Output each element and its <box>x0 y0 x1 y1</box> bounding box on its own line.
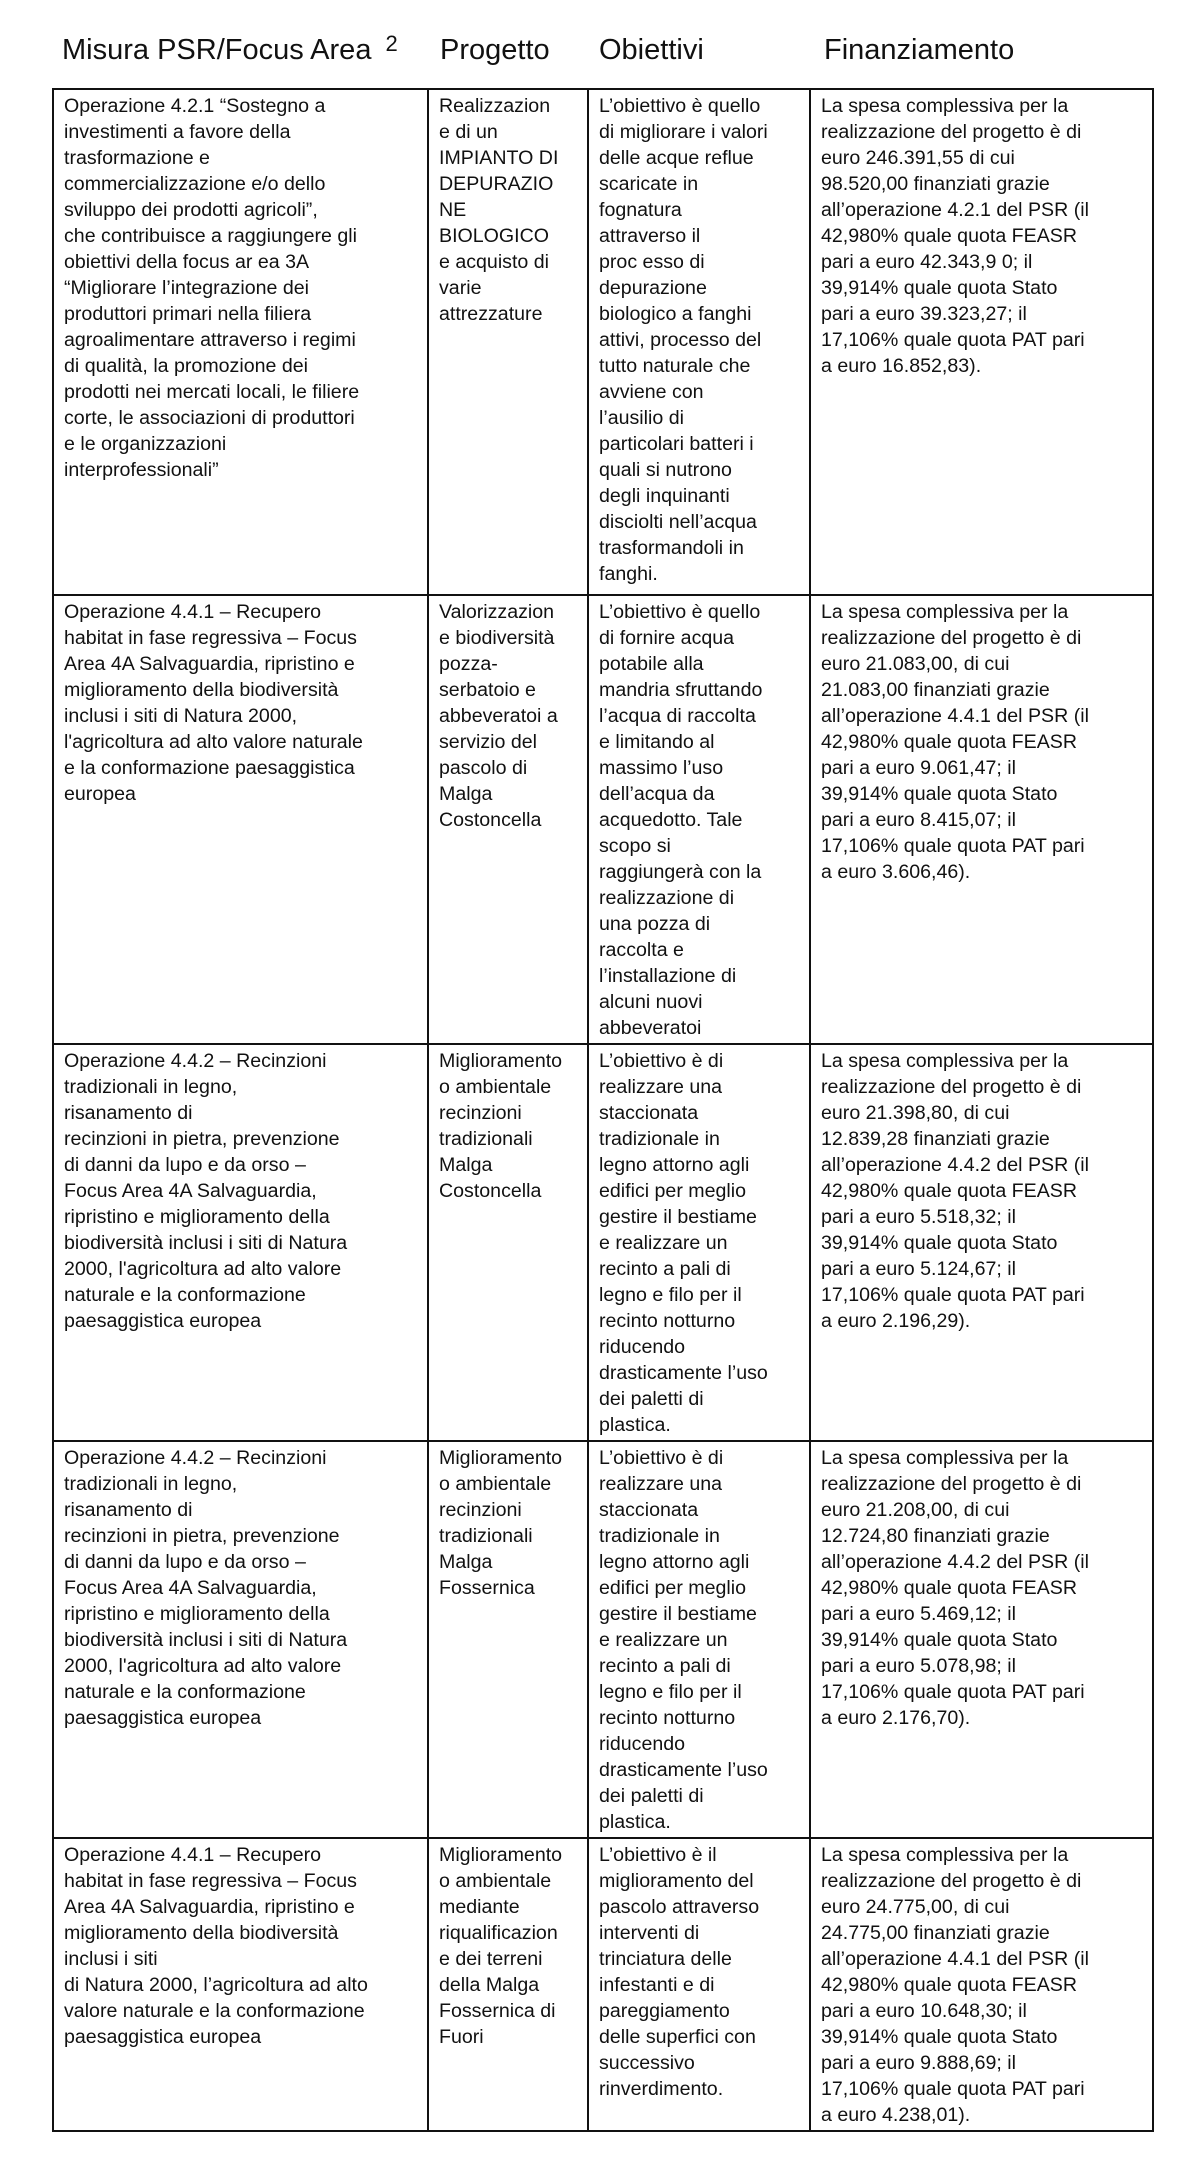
cell-misura-text: Operazione 4.2.1 “Sostegno a investimenti a favore della trasformazione e commercializzazione e/o dello sviluppo dei prodotti agricoli”, che contribuisce a raggiungere gli obiettivi della focus ar ea 3A “Migliorare l’integrazione dei produttori primari nella filiera agroalimentare attraverso i regimi di qualità, la promozione dei prodotti nei mercati locali, le filiere corte, le associazioni di produttori e le organizzazioni interprofessionali” <box>64 95 360 481</box>
table-row <box>53 1044 1153 1441</box>
cell-misura <box>53 1838 428 2131</box>
cell-finanziamento-text: La spesa complessiva per la realizzazione del progetto è di euro 246.391,55 di cui 98.520,00 finanziati grazie all’operazione 4.2.1 del PSR (il 42,980% quale quota FEASR pari a euro 42.343,9 0; il 39,914% quale quota Stato pari a euro 39.323,27; il 17,106% quale quota PAT pari a euro 16.852,83). <box>821 95 1089 377</box>
header-progetto: Progetto <box>440 34 550 66</box>
cell-finanziamento <box>810 1838 1153 2131</box>
cell-obiettivi-text: L’obiettivo è di realizzare una staccionata tradizionale in legno attorno agli edifici per meglio gestire il bestiame e realizzare un recinto a pali di legno e filo per il recinto notturno riducendo drasticamente l’uso dei paletti di plastica. <box>599 1050 768 1436</box>
cell-misura-text: Operazione 4.4.1 – Recupero habitat in fase regressiva – Focus Area 4A Salvaguardia, ripristino e miglioramento della biodiversità inclusi i siti di Natura 2000, l'agricoltura ad alto valore naturale e la conformazione paesaggistica europea <box>64 601 363 805</box>
table-row <box>53 1838 1153 2131</box>
cell-misura <box>53 595 428 1044</box>
cell-progetto-text: Miglioramento o ambientale mediante riqualificazion e dei terreni della Malga Fossernica di Fuori <box>439 1844 563 2048</box>
cell-misura-text: Operazione 4.4.2 – Recinzioni tradizionali in legno, risanamento di recinzioni in pietra, prevenzione di danni da lupo e da orso – Focus Area 4A Salvaguardia, ripristino e miglioramento della biodiversità inclusi i siti di Natura 2000, l'agricoltura ad alto valore naturale e la conformazione paesaggistica europea <box>64 1447 348 1729</box>
cell-progetto-text: Miglioramento o ambientale recinzioni tradizionali Malga Fossernica <box>439 1447 563 1599</box>
table-row <box>53 1441 1153 1838</box>
cell-progetto-text: Valorizzazion e biodiversità pozza- serbatoio e abbeveratoi a servizio del pascolo di Malga Costoncella <box>439 601 558 831</box>
cell-finanziamento <box>810 1441 1153 1838</box>
cell-misura-text: Operazione 4.4.1 – Recupero habitat in fase regressiva – Focus Area 4A Salvaguardia, ripristino e miglioramento della biodiversità inclusi i siti di Natura 2000, l’agricoltura ad alto valore naturale e la conformazione paesaggistica europea <box>64 1844 368 2048</box>
cell-finanziamento-text: La spesa complessiva per la realizzazione del progetto è di euro 21.398,80, di cui 12.839,28 finanziati grazie all’operazione 4.4.2 del PSR (il 42,980% quale quota FEASR pari a euro 5.518,32; il 39,914% quale quota Stato pari a euro 5.124,67; il 17,106% quale quota PAT pari a euro 2.196,29). <box>821 1050 1089 1332</box>
psr-projects-table <box>52 88 1154 2132</box>
header-obiettivi: Obiettivi <box>599 34 704 66</box>
cell-obiettivi <box>588 89 810 595</box>
footnote-marker: 2 <box>385 31 398 56</box>
cell-misura <box>53 89 428 595</box>
cell-finanziamento-text: La spesa complessiva per la realizzazione del progetto è di euro 21.083,00, di cui 21.083,00 finanziati grazie all’operazione 4.4.1 del PSR (il 42,980% quale quota FEASR pari a euro 9.061,47; il 39,914% quale quota Stato pari a euro 8.415,07; il 17,106% quale quota PAT pari a euro 3.606,46). <box>821 601 1089 883</box>
cell-progetto <box>428 1441 588 1838</box>
cell-progetto-text: Realizzazion e di un IMPIANTO DI DEPURAZIO NE BIOLOGICO e acquisto di varie attrezzature <box>439 95 559 325</box>
cell-obiettivi <box>588 1441 810 1838</box>
cell-progetto <box>428 595 588 1044</box>
cell-progetto <box>428 89 588 595</box>
cell-obiettivi <box>588 1838 810 2131</box>
cell-obiettivi <box>588 1044 810 1441</box>
header-misura <box>62 31 398 67</box>
cell-progetto-text: Miglioramento o ambientale recinzioni tradizionali Malga Costoncella <box>439 1050 563 1202</box>
cell-finanziamento <box>810 89 1153 595</box>
cell-misura-text: Operazione 4.4.2 – Recinzioni tradizionali in legno, risanamento di recinzioni in pietra, prevenzione di danni da lupo e da orso – Focus Area 4A Salvaguardia, ripristino e miglioramento della biodiversità inclusi i siti di Natura 2000, l'agricoltura ad alto valore naturale e la conformazione paesaggistica europea <box>64 1050 348 1332</box>
header-misura-label: Misura PSR/Focus Area <box>62 34 372 66</box>
cell-misura <box>53 1441 428 1838</box>
cell-finanziamento <box>810 1044 1153 1441</box>
table-row <box>53 595 1153 1044</box>
cell-obiettivi-text: L’obiettivo è quello di migliorare i valori delle acque reflue scaricate in fognatura attraverso il proc esso di depurazione biologico a fanghi attivi, processo del tutto naturale che avviene con l’ausilio di particolari batteri i quali si nutrono degli inquinanti disciolti nell’acqua trasformandoli in fanghi. <box>599 95 768 585</box>
cell-obiettivi-text: L’obiettivo è il miglioramento del pascolo attraverso interventi di trinciatura delle infestanti e di pareggiamento delle superfici con successivo rinverdimento. <box>599 1844 760 2100</box>
cell-obiettivi-text: L’obiettivo è quello di fornire acqua potabile alla mandria sfruttando l’acqua di raccolta e limitando al massimo l’uso dell’acqua da acquedotto. Tale scopo si raggiungerà con la realizzazione di una pozza di raccolta e l’installazione di alcuni nuovi abbeveratoi <box>599 601 763 1039</box>
cell-obiettivi <box>588 595 810 1044</box>
cell-finanziamento <box>810 595 1153 1044</box>
header-finanziamento: Finanziamento <box>824 34 1015 66</box>
cell-finanziamento-text: La spesa complessiva per la realizzazione del progetto è di euro 24.775,00, di cui 24.775,00 finanziati grazie all’operazione 4.4.1 del PSR (il 42,980% quale quota FEASR pari a euro 10.648,30; il 39,914% quale quota Stato pari a euro 9.888,69; il 17,106% quale quota PAT pari a euro 4.238,01). <box>821 1844 1089 2126</box>
cell-misura <box>53 1044 428 1441</box>
cell-finanziamento-text: La spesa complessiva per la realizzazione del progetto è di euro 21.208,00, di cui 12.724,80 finanziati grazie all’operazione 4.4.2 del PSR (il 42,980% quale quota FEASR pari a euro 5.469,12; il 39,914% quale quota Stato pari a euro 5.078,98; il 17,106% quale quota PAT pari a euro 2.176,70). <box>821 1447 1089 1729</box>
table-header <box>52 31 1152 80</box>
cell-progetto <box>428 1044 588 1441</box>
cell-progetto <box>428 1838 588 2131</box>
cell-obiettivi-text: L’obiettivo è di realizzare una staccionata tradizionale in legno attorno agli edifici per meglio gestire il bestiame e realizzare un recinto a pali di legno e filo per il recinto notturno riducendo drasticamente l’uso dei paletti di plastica. <box>599 1447 768 1833</box>
table-row <box>53 89 1153 595</box>
